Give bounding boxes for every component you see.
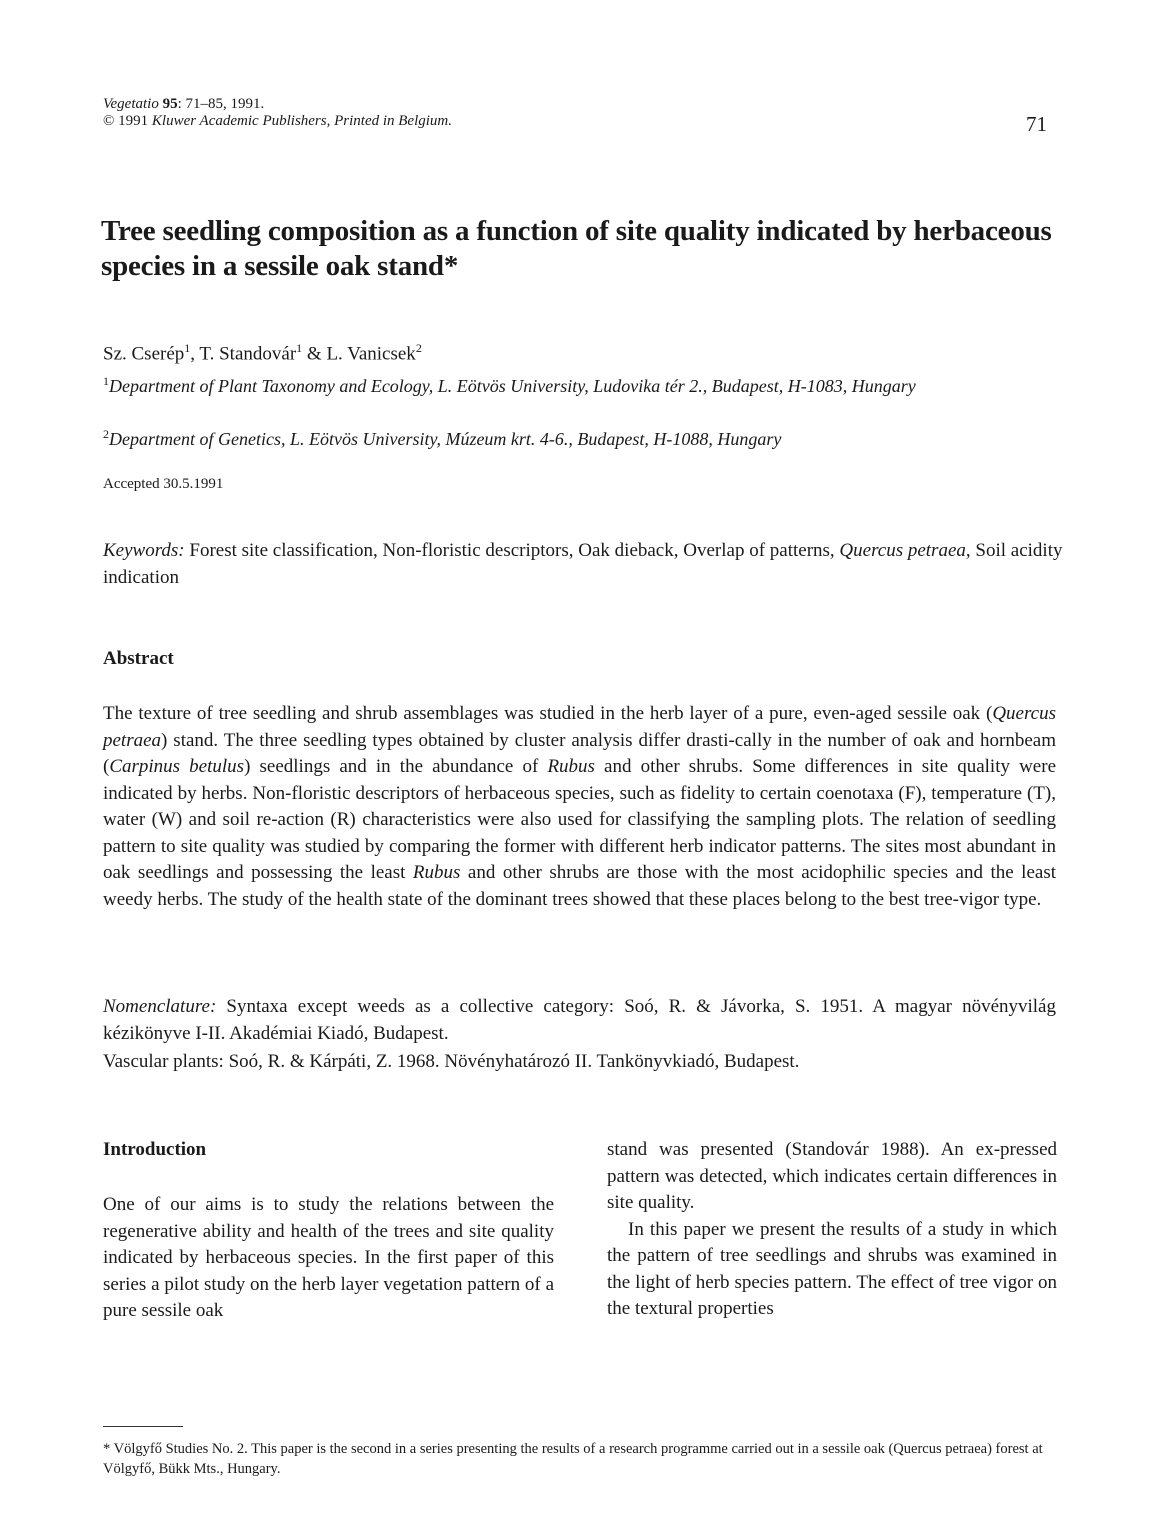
journal-line-2 [103, 113, 452, 130]
vascular-plants-reference: Vascular plants: Soó, R. & Kárpáti, Z. 1968. Növényhatározó II. Tankönyvkiadó, Budapest. [103, 1051, 800, 1072]
author-list [103, 341, 422, 365]
abstract-species: Rubus [547, 756, 595, 777]
affiliation-1-text: Department of Plant Taxonomy and Ecology, L. Eötvös University, Ludovika tér 2., Budapest, H-1083, Hungary [109, 376, 916, 396]
publisher: Kluwer Academic Publishers, Printed in Belgium. [151, 113, 453, 129]
author-1: Sz. Cserép [103, 343, 185, 365]
abstract-species: Rubus [412, 862, 461, 883]
journal-name: Vegetatio [103, 96, 159, 112]
introduction-left-column [103, 1192, 554, 1325]
keywords-species: Quercus petraea [839, 540, 966, 561]
nomenclature-label: Nomenclature: [103, 996, 217, 1017]
copyright: © 1991 [103, 113, 149, 129]
paragraph: In this paper we present the results of a study in which the pattern of tree seedlings and shrubs was examined in the light of herb species pattern. The effect of tree vigor on the textural properties [607, 1218, 1057, 1319]
journal-citation [103, 96, 452, 130]
footnote-divider [103, 1426, 183, 1427]
journal-pages: : 71–85, 1991. [177, 96, 265, 112]
affiliation-1 [103, 368, 1063, 399]
accepted-date: Accepted 30.5.1991 [103, 476, 224, 492]
affiliation-2 [103, 421, 1063, 452]
paragraph: One of our aims is to study the relations between the regenerative ability and health of the trees and site quality indicated by herbaceous species. In the first paper of this series a pilot study on the herb layer vegetation pattern of a pure sessile oak [103, 1194, 554, 1321]
affiliation-1-mark: 1 [103, 374, 109, 388]
introduction-heading: Introduction [103, 1139, 207, 1160]
page-number: 71 [1026, 112, 1047, 136]
keywords [103, 537, 1063, 591]
abstract-species: Carpinus betulus [109, 756, 245, 777]
author-3: & L. Vanicsek [302, 343, 416, 365]
abstract-text: and other shrubs. Some differences in site quality were indicated by herbs. Non-floristic descriptors of herbaceous species, such as fidelity to certain coenotaxa (F), temperature (T), water (W) and soil re-action (R) characteristics were also used for classifying the sampling plots. The relation of seedling pattern to site quality was studied by comparing the former with different herb indicator patterns. The sites most abundant in oak seedlings and possessing the least [103, 756, 1057, 883]
abstract-text: and other shrubs are those with the most acidophilic species and the least weedy herbs. The study of the health state of the dominant trees showed that these places belong to the best tree-vigor type. [103, 862, 1056, 910]
nomenclature [103, 994, 1056, 1047]
author-3-affil: 2 [415, 341, 422, 355]
paragraph: stand was presented (Standovár 1988). An ex-pressed pattern was detected, which indicates certain differences in site quality. [607, 1139, 1057, 1213]
author-2: , T. Standovár [190, 343, 297, 365]
nomenclature-text: Syntaxa except weeds as a collective category: Soó, R. & Jávorka, S. 1951. A magyar növényvilág kézikönyve I-II. Akadémiai Kiadó, Budapest. [103, 996, 1056, 1044]
journal-line-1 [103, 96, 452, 113]
keywords-text-2: , Soil acidity indication [103, 540, 1063, 588]
abstract-species: Quercus petraea [103, 703, 1056, 751]
author-2-affil: 1 [296, 341, 303, 355]
introduction-right-column [607, 1137, 1057, 1323]
keywords-label: Keywords: [103, 540, 185, 561]
affiliation-2-text: Department of Genetics, L. Eötvös University, Múzeum krt. 4-6., Budapest, H-1088, Hungary [109, 429, 782, 449]
author-1-affil: 1 [184, 341, 191, 355]
abstract-text: The texture of tree seedling and shrub assemblages was studied in the herb layer of a pure, even-aged sessile oak ( [103, 703, 993, 724]
abstract-text: ) seedlings and in the abundance of [244, 756, 548, 777]
footnote: * Völgyfő Studies No. 2. This paper is the second in a series presenting the results of a research programme carried out in a sessile oak (Quercus petraea) forest at Völgyfő, Bükk Mts., Hungary. [103, 1441, 1043, 1477]
abstract-text: ) stand. The three seedling types obtained by cluster analysis differ drasti-cally in the number of oak and hornbeam ( [103, 729, 1056, 777]
journal-volume: 95 [162, 96, 178, 112]
keywords-text-1: Forest site classification, Non-floristic descriptors, Oak dieback, Overlap of patterns, [184, 540, 840, 561]
abstract-heading: Abstract [103, 648, 174, 669]
abstract-body [103, 701, 1056, 913]
affiliation-2-mark: 2 [103, 427, 109, 441]
paper-title: Tree seedling composition as a function of site quality indicated by herbaceous species in a sessile oak stand* [101, 215, 1052, 282]
